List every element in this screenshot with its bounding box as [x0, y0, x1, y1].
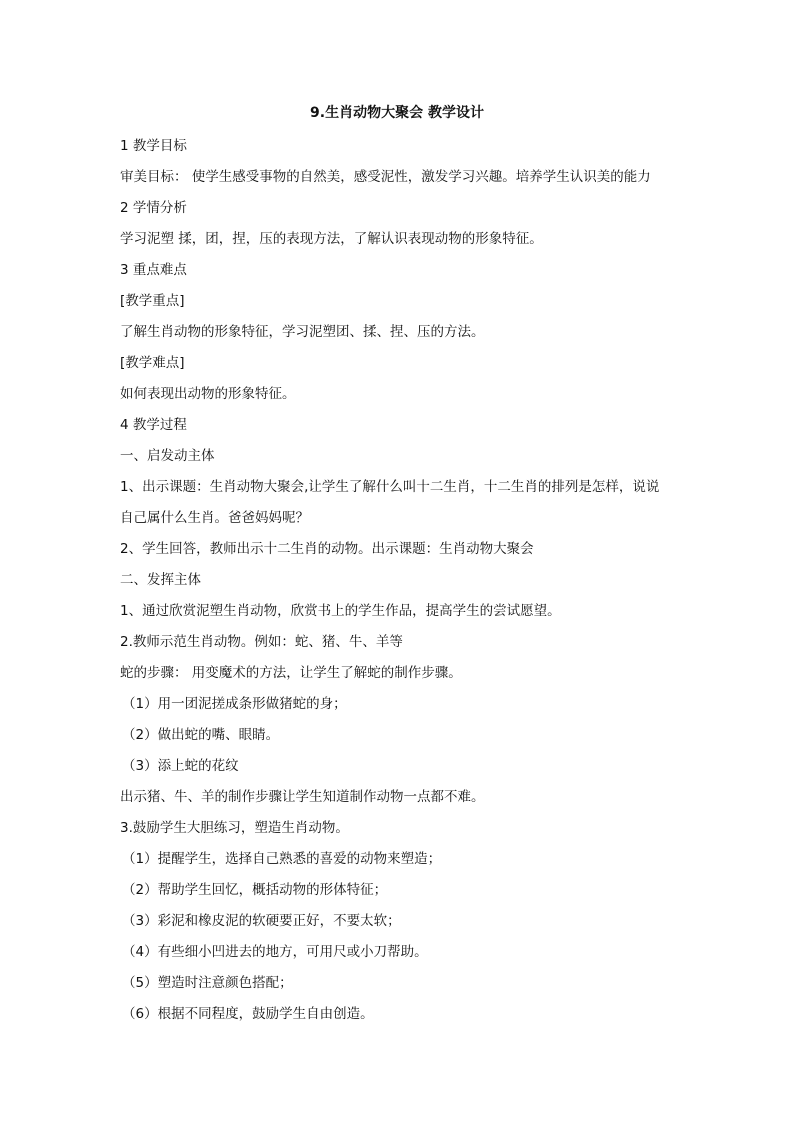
- section-heading-key-points: 3 重点难点: [120, 262, 187, 278]
- document-title: 9.生肖动物大聚会 教学设计: [310, 105, 484, 121]
- process-item-text: 出示猪、牛、羊的制作步骤让学生知道制作动物一点都不难。: [120, 789, 485, 805]
- process-part-two-heading: 二、发挥主体: [120, 572, 201, 588]
- practice-step-item: （3）彩泥和橡皮泥的软硬要正好，不要太软；: [122, 913, 401, 929]
- practice-step-item: （5）塑造时注意颜色搭配；: [122, 975, 293, 991]
- section-heading-process: 4 教学过程: [120, 417, 187, 433]
- process-item-text: 1、出示课题：生肖动物大聚会,让学生了解什么叫十二生肖，十二生肖的排列是怎样，说说: [120, 479, 660, 495]
- difficulty-text: 如何表现出动物的形象特征。: [120, 386, 296, 402]
- snake-step-item: （1）用一团泥搓成条形做猪蛇的身；: [122, 696, 347, 712]
- snake-step-item: （2）做出蛇的嘴、眼睛。: [122, 727, 280, 743]
- analysis-text: 学习泥塑 揉，团，捏，压的表现方法，了解认识表现动物的形象特征。: [120, 231, 543, 247]
- practice-step-item: （6）根据不同程度，鼓励学生自由创造。: [122, 1006, 374, 1022]
- aesthetic-goal-text: 审美目标： 使学生感受事物的自然美，感受泥性，激发学习兴趣。培养学生认识美的能力: [120, 169, 651, 185]
- process-item-text: 3.鼓励学生大胆练习，塑造生肖动物。: [120, 820, 349, 836]
- process-part-one-heading: 一、启发动主体: [120, 448, 215, 464]
- process-item-text: 自己属什么生肖。爸爸妈妈呢？: [120, 510, 309, 526]
- process-item-text: 2.教师示范生肖动物。例如：蛇、猪、牛、羊等: [120, 634, 403, 650]
- process-item-text: 2、学生回答，教师出示十二生肖的动物。出示课题：生肖动物大聚会: [120, 541, 534, 557]
- key-point-text: 了解生肖动物的形象特征，学习泥塑团、揉、捏、压的方法。: [120, 324, 485, 340]
- key-point-label: [教学重点]: [120, 293, 185, 309]
- practice-step-item: （1）提醒学生，选择自己熟悉的喜爱的动物来塑造；: [122, 851, 442, 867]
- process-item-text: 1、通过欣赏泥塑生肖动物，欣赏书上的学生作品，提高学生的尝试愿望。: [120, 603, 561, 619]
- document-body: [120, 131, 690, 1030]
- section-heading-analysis: 2 学情分析: [120, 200, 187, 216]
- section-heading-objectives: 1 教学目标: [120, 138, 187, 154]
- snake-step-item: （3）添上蛇的花纹: [122, 758, 239, 774]
- practice-step-item: （4）有些细小凹进去的地方，可用尺或小刀帮助。: [122, 944, 428, 960]
- difficulty-label: [教学难点]: [120, 355, 185, 371]
- snake-steps-text: 蛇的步骤： 用变魔术的方法，让学生了解蛇的制作步骤。: [120, 665, 462, 681]
- practice-step-item: （2）帮助学生回忆，概括动物的形体特征；: [122, 882, 388, 898]
